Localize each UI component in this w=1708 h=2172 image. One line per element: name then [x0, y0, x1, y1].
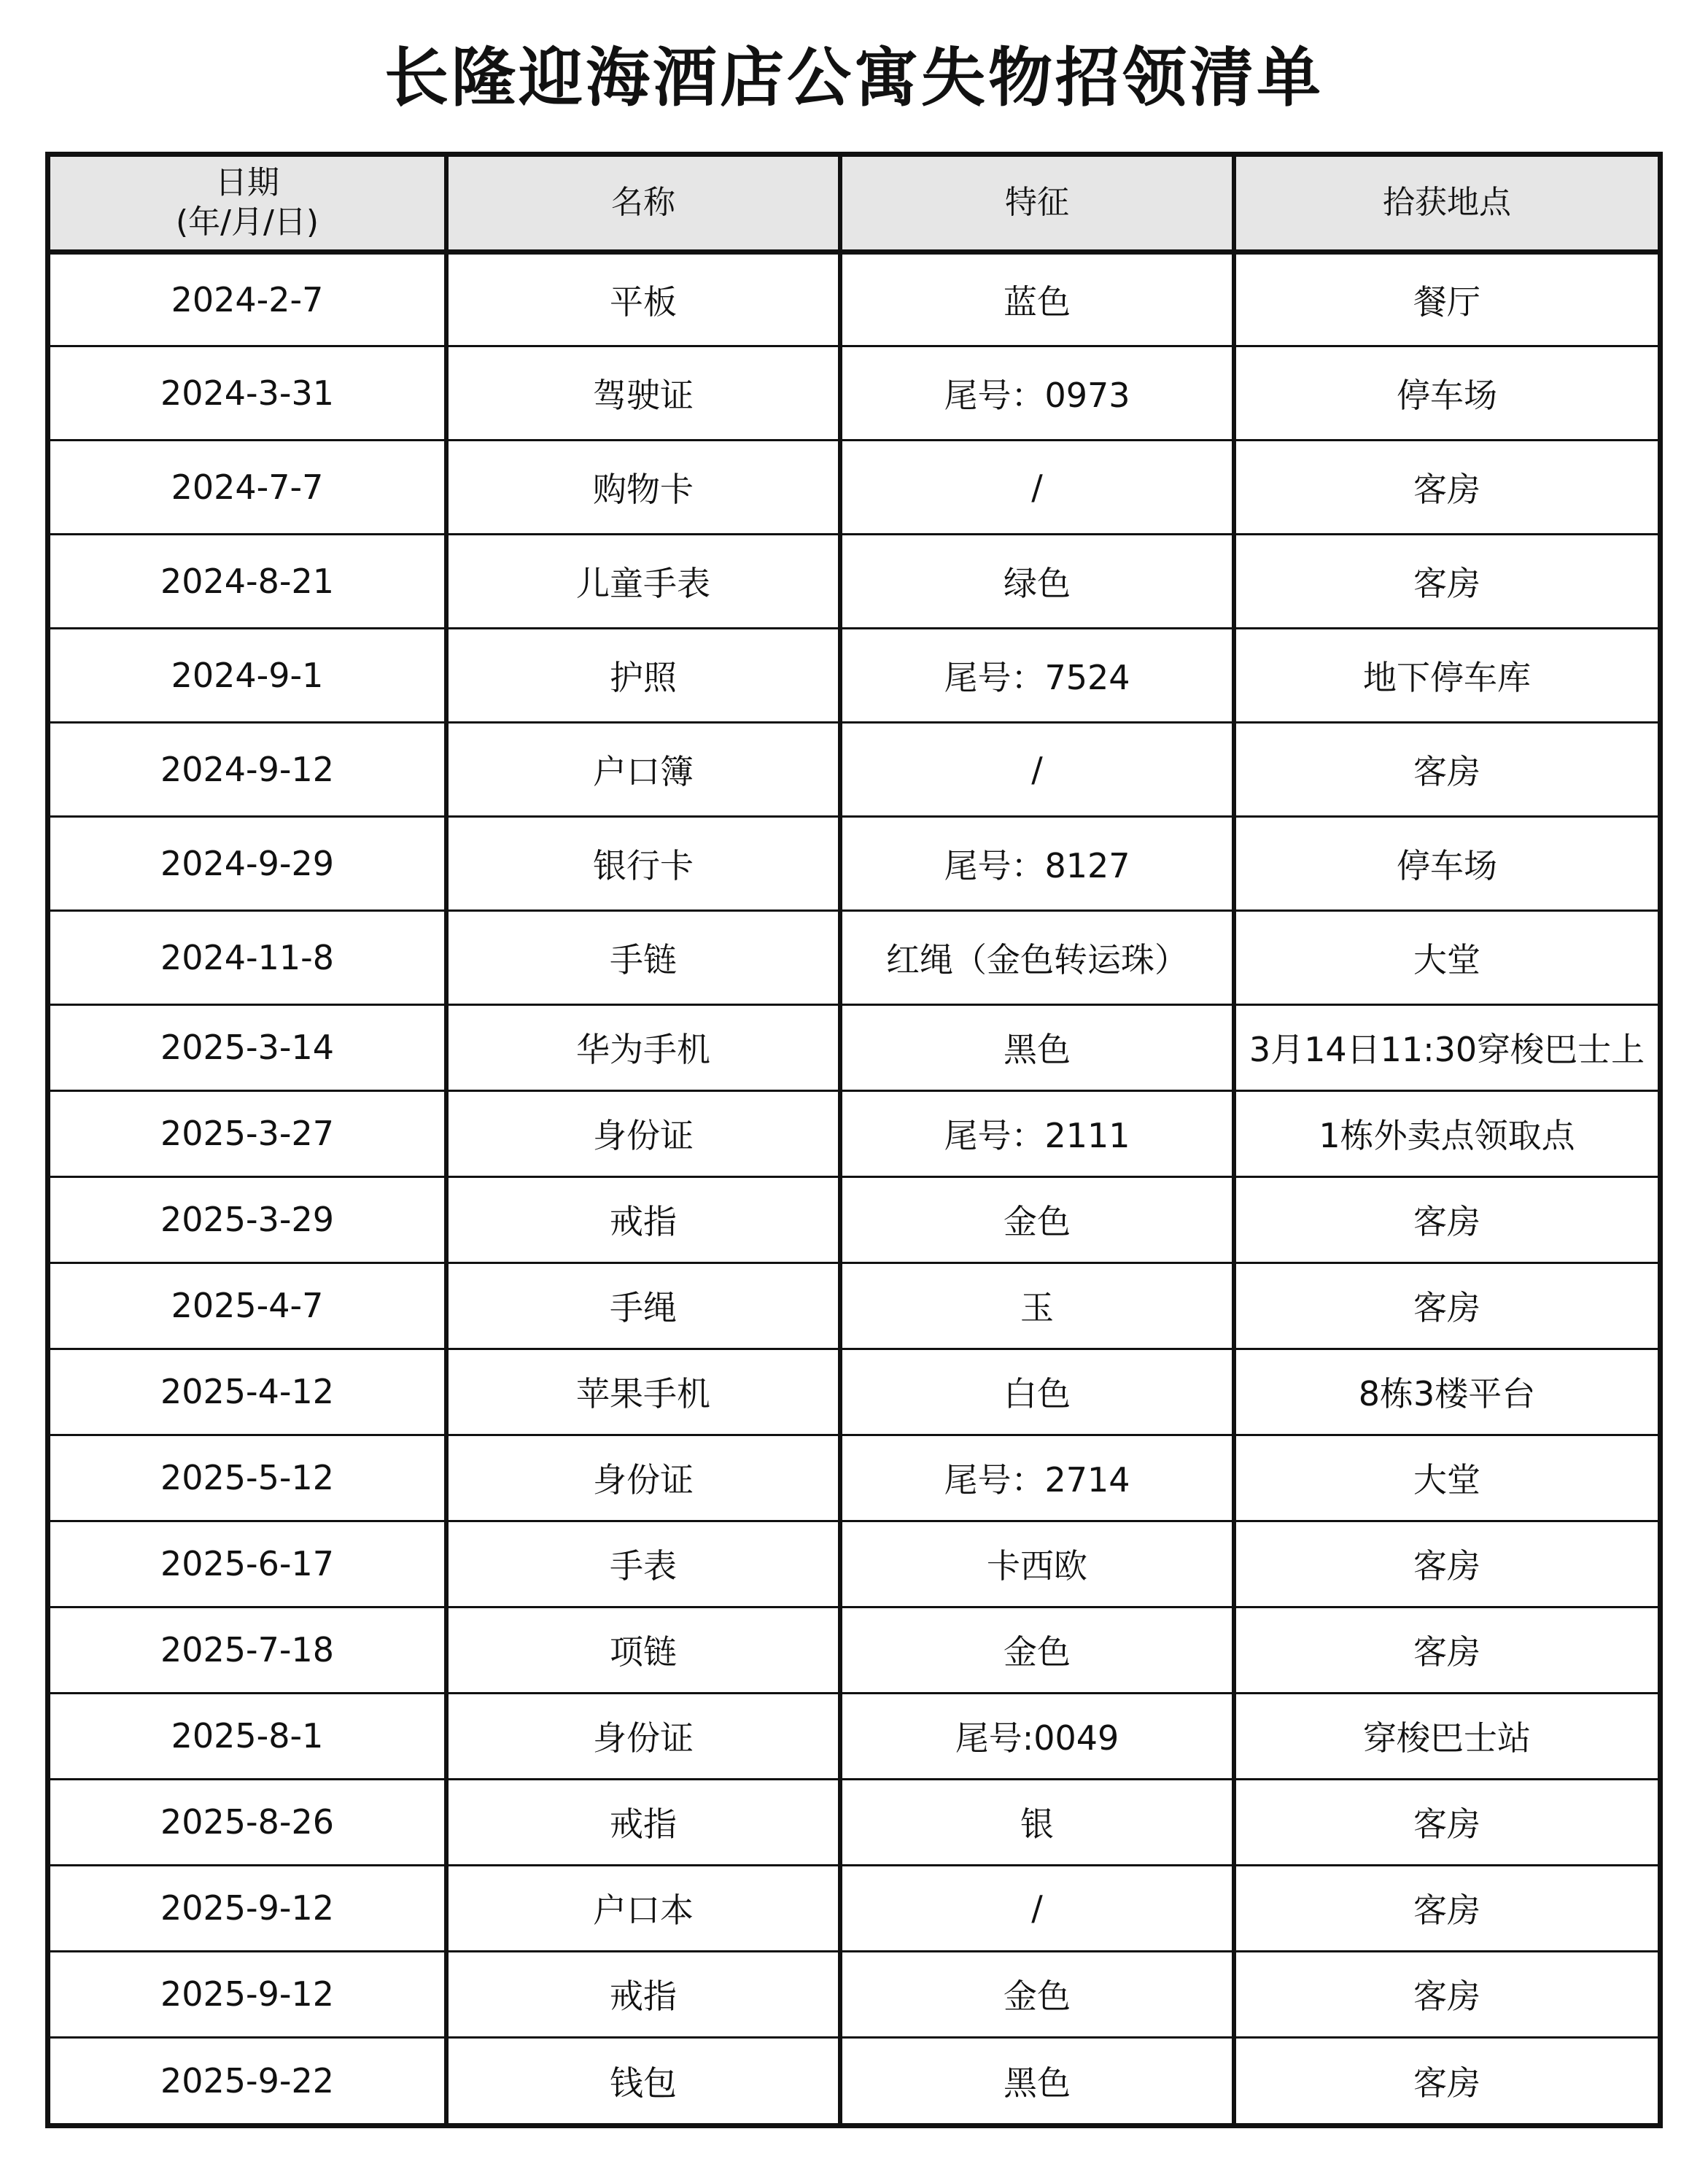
cell-location: 3月14日11:30穿梭巴士上: [1234, 1004, 1658, 1090]
cell-feature: 白色: [840, 1349, 1234, 1435]
table-row: [50, 1435, 1658, 1521]
cell-name: 钱包: [446, 2037, 840, 2123]
table-row: [50, 1004, 1658, 1090]
cell-location: 客房: [1234, 2037, 1658, 2123]
table-row: [50, 1349, 1658, 1435]
cell-date: 2025-9-12: [50, 1951, 446, 2037]
column-header-date: [50, 157, 446, 252]
table-row: [50, 440, 1658, 534]
cell-location: 停车场: [1234, 816, 1658, 910]
table-row: [50, 346, 1658, 440]
cell-location: 大堂: [1234, 1435, 1658, 1521]
cell-feature: 银: [840, 1779, 1234, 1865]
cell-name: 手绳: [446, 1263, 840, 1349]
cell-date: 2025-8-26: [50, 1779, 446, 1865]
cell-date: 2025-7-18: [50, 1607, 446, 1693]
cell-location: 客房: [1234, 534, 1658, 628]
cell-name: 戒指: [446, 1779, 840, 1865]
cell-feature: 金色: [840, 1607, 1234, 1693]
cell-feature: 尾号：0973: [840, 346, 1234, 440]
cell-feature: 尾号：2714: [840, 1435, 1234, 1521]
cell-location: 8栋3楼平台: [1234, 1349, 1658, 1435]
table-row: [50, 1779, 1658, 1865]
cell-date: 2025-4-12: [50, 1349, 446, 1435]
cell-feature: 尾号：8127: [840, 816, 1234, 910]
cell-location: 客房: [1234, 1779, 1658, 1865]
cell-name: 护照: [446, 628, 840, 722]
cell-name: 平板: [446, 252, 840, 346]
cell-name: 戒指: [446, 1176, 840, 1263]
column-header-date-format: (年/月/日): [176, 203, 319, 241]
cell-date: 2025-9-22: [50, 2037, 446, 2123]
lost-and-found-table: [45, 152, 1663, 2128]
cell-name: 户口簿: [446, 722, 840, 816]
cell-location: 客房: [1234, 1607, 1658, 1693]
cell-feature: 红绳（金色转运珠）: [840, 910, 1234, 1004]
cell-name: 儿童手表: [446, 534, 840, 628]
table-row: [50, 1090, 1658, 1176]
cell-location: 餐厅: [1234, 252, 1658, 346]
cell-feature: 尾号：2111: [840, 1090, 1234, 1176]
cell-date: 2025-3-27: [50, 1090, 446, 1176]
column-header-feature: 特征: [840, 157, 1234, 252]
cell-date: 2024-9-1: [50, 628, 446, 722]
cell-feature: 黑色: [840, 1004, 1234, 1090]
cell-date: 2024-9-12: [50, 722, 446, 816]
cell-feature: 黑色: [840, 2037, 1234, 2123]
cell-feature: 金色: [840, 1951, 1234, 2037]
cell-name: 户口本: [446, 1865, 840, 1951]
cell-feature: 玉: [840, 1263, 1234, 1349]
cell-name: 戒指: [446, 1951, 840, 2037]
cell-location: 客房: [1234, 1176, 1658, 1263]
cell-location: 1栋外卖点领取点: [1234, 1090, 1658, 1176]
cell-location: 客房: [1234, 1865, 1658, 1951]
cell-date: 2024-3-31: [50, 346, 446, 440]
table-row: [50, 1176, 1658, 1263]
cell-location: 客房: [1234, 1951, 1658, 2037]
table-row: [50, 534, 1658, 628]
table-body: [50, 252, 1658, 2123]
table: [50, 157, 1658, 2123]
cell-location: 客房: [1234, 440, 1658, 534]
cell-date: 2024-11-8: [50, 910, 446, 1004]
cell-location: 地下停车库: [1234, 628, 1658, 722]
table-row: [50, 1521, 1658, 1607]
table-row: [50, 722, 1658, 816]
cell-name: 苹果手机: [446, 1349, 840, 1435]
cell-date: 2025-3-29: [50, 1176, 446, 1263]
cell-date: 2025-6-17: [50, 1521, 446, 1607]
cell-feature: 金色: [840, 1176, 1234, 1263]
cell-location: 客房: [1234, 1521, 1658, 1607]
cell-name: 身份证: [446, 1090, 840, 1176]
cell-location: 穿梭巴士站: [1234, 1693, 1658, 1779]
cell-date: 2025-9-12: [50, 1865, 446, 1951]
cell-feature: 尾号:0049: [840, 1693, 1234, 1779]
cell-name: 购物卡: [446, 440, 840, 534]
cell-name: 项链: [446, 1607, 840, 1693]
cell-name: 手表: [446, 1521, 840, 1607]
table-row: [50, 1693, 1658, 1779]
table-row: [50, 252, 1658, 346]
table-row: [50, 1951, 1658, 2037]
table-row: [50, 628, 1658, 722]
page-title: 长隆迎海酒店公寓失物招领清单: [384, 40, 1324, 115]
cell-feature: /: [840, 1865, 1234, 1951]
cell-date: 2025-4-7: [50, 1263, 446, 1349]
header-row: [50, 157, 1658, 252]
cell-feature: /: [840, 440, 1234, 534]
cell-date: 2024-9-29: [50, 816, 446, 910]
cell-date: 2025-3-14: [50, 1004, 446, 1090]
table-row: [50, 1865, 1658, 1951]
cell-date: 2024-8-21: [50, 534, 446, 628]
column-header-location: 拾获地点: [1234, 157, 1658, 252]
cell-feature: 卡西欧: [840, 1521, 1234, 1607]
cell-feature: 尾号：7524: [840, 628, 1234, 722]
cell-name: 银行卡: [446, 816, 840, 910]
cell-date: 2024-2-7: [50, 252, 446, 346]
table-row: [50, 910, 1658, 1004]
column-header-name: 名称: [446, 157, 840, 252]
cell-feature: 绿色: [840, 534, 1234, 628]
cell-date: 2025-8-1: [50, 1693, 446, 1779]
cell-location: 停车场: [1234, 346, 1658, 440]
table-row: [50, 2037, 1658, 2123]
table-row: [50, 1607, 1658, 1693]
cell-feature: 蓝色: [840, 252, 1234, 346]
cell-location: 大堂: [1234, 910, 1658, 1004]
cell-name: 驾驶证: [446, 346, 840, 440]
cell-location: 客房: [1234, 722, 1658, 816]
cell-name: 手链: [446, 910, 840, 1004]
cell-feature: /: [840, 722, 1234, 816]
cell-name: 华为手机: [446, 1004, 840, 1090]
cell-location: 客房: [1234, 1263, 1658, 1349]
table-row: [50, 1263, 1658, 1349]
cell-name: 身份证: [446, 1435, 840, 1521]
cell-date: 2024-7-7: [50, 440, 446, 534]
cell-name: 身份证: [446, 1693, 840, 1779]
table-row: [50, 816, 1658, 910]
column-header-date-label: 日期: [215, 164, 279, 202]
cell-date: 2025-5-12: [50, 1435, 446, 1521]
